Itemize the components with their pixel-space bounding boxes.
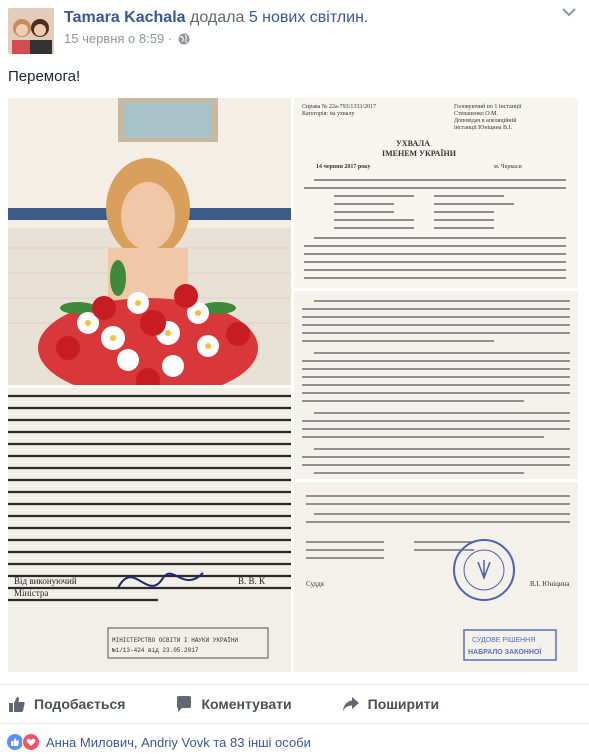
post-actions-bar [0, 684, 589, 724]
court-stamp-line1: СУДОВЕ РІШЕННЯ [472, 637, 536, 644]
share-icon [342, 695, 360, 713]
post-text: Перемога! [8, 68, 81, 85]
signature-label-line2: Міністра [14, 588, 49, 598]
author-action: додала [190, 9, 245, 26]
doc-category: Категорія: на ухвалу [302, 111, 355, 117]
like-button[interactable] [8, 695, 125, 713]
photos-count-link[interactable]: 5 нових світлин. [248, 9, 369, 26]
author-name[interactable]: Tamara Kachala [64, 9, 186, 26]
post-timestamp[interactable]: 15 червня о 8:59 · [64, 31, 173, 46]
like-icon [8, 695, 26, 713]
author-line [64, 8, 368, 28]
comment-icon [175, 695, 193, 713]
photo-woman-flowers[interactable] [8, 98, 291, 385]
doc-city: м. Черкаси [494, 164, 522, 170]
signature-name: В. В. К [238, 576, 266, 586]
doc-case-number: Справа № 22а-793/1333/2017 [302, 104, 377, 110]
photo-document-stamp[interactable] [294, 482, 578, 672]
photo-grid [8, 98, 578, 672]
like-label: Подобається [34, 696, 126, 712]
judge-label: Суддя [306, 580, 324, 588]
chevron-down-icon[interactable] [561, 6, 577, 18]
signature-label-line1: Від виконуючий [14, 576, 77, 586]
ministry-stamp-line2: №1/13-424 від 23.05.2017 [112, 647, 199, 654]
doc-presiding: Головуючий по 1 інстанції [454, 104, 522, 110]
doc-rapporteur: Доповідач в апеляційній [454, 118, 517, 124]
photo-document-middle[interactable] [294, 291, 578, 479]
ministry-stamp-line1: МІНІСТЕРСТВО ОСВІТИ І НАУКИ УКРАЇНИ [112, 637, 239, 644]
love-reaction-icon [22, 733, 40, 751]
post-meta [64, 31, 190, 46]
globe-icon[interactable] [178, 33, 190, 45]
post-header [0, 0, 589, 62]
court-stamp-line2: НАБРАЛО ЗАКОННОЇ [468, 649, 542, 656]
comment-button[interactable] [175, 695, 291, 713]
doc-date: 14 червня 2017 року [316, 164, 371, 170]
reactions-summary[interactable] [6, 733, 311, 751]
share-label: Поширити [367, 696, 440, 712]
doc-presiding-name: Степаненко О.М. [454, 111, 498, 117]
reactions-names[interactable]: Анна Милович, Andriy Vovk та 83 інші особи [46, 734, 311, 750]
comment-label: Коментувати [201, 696, 292, 712]
judge-name: В.І. Юніцина [530, 580, 570, 588]
avatar[interactable] [8, 8, 54, 54]
doc-subtitle: ІМЕНЕМ УКРАЇНИ [382, 149, 456, 158]
doc-rapporteur-name: інстанції Юніцина В.І. [454, 125, 512, 131]
photo-document-ministry[interactable] [8, 388, 291, 672]
doc-title: УХВАЛА [396, 139, 430, 148]
share-button[interactable] [342, 695, 440, 713]
photo-document-ukhvala[interactable] [294, 98, 578, 288]
